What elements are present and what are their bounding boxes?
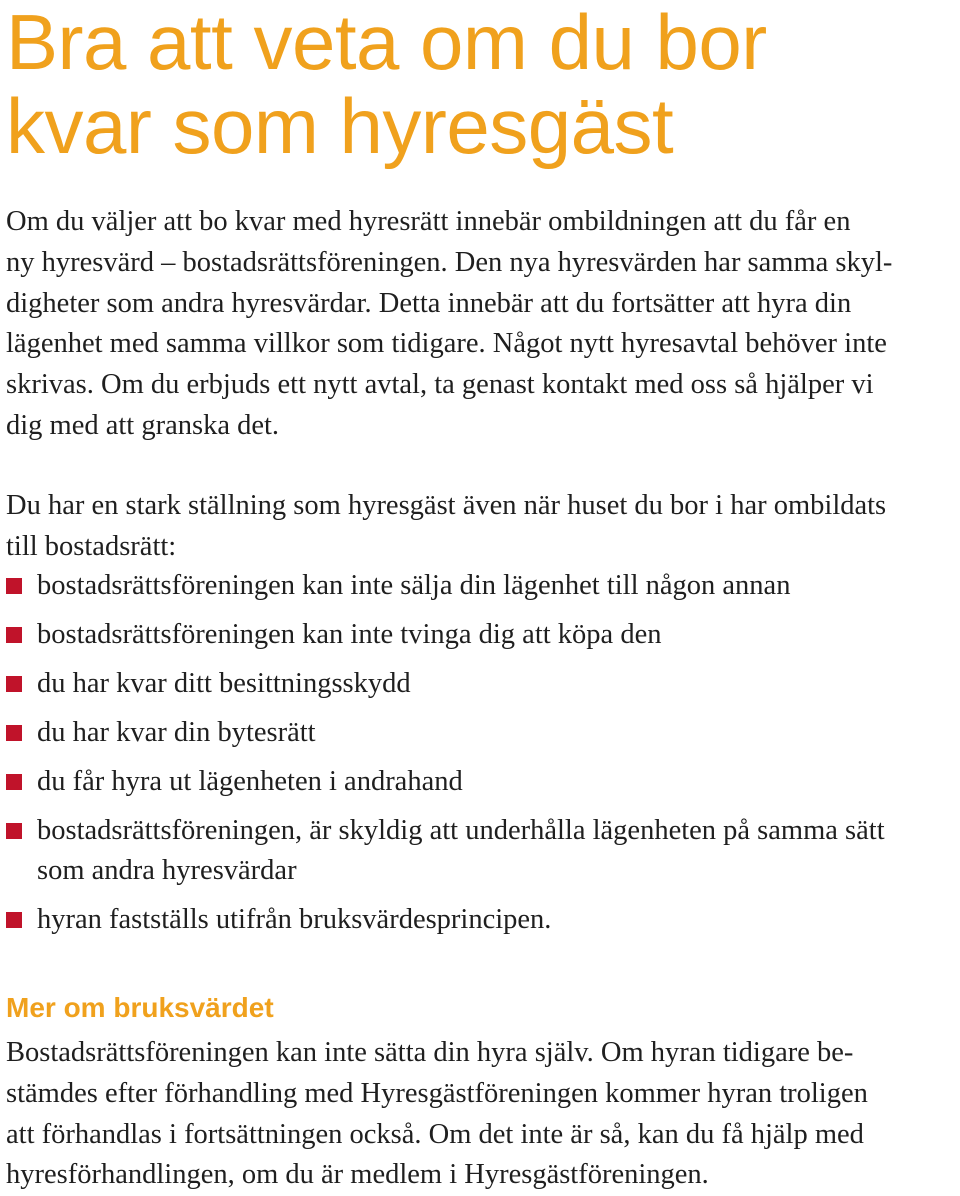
rights-list [6, 566, 885, 949]
page-title [6, 0, 767, 168]
section-paragraph [6, 1033, 868, 1196]
list-item [6, 566, 885, 606]
intro-paragraph [6, 202, 958, 447]
section-line: att förhandlas i fortsättningen också. Om det inte är så, kan du få hjälp med [6, 1118, 864, 1150]
square-bullet-icon [6, 627, 22, 643]
page-title-line: Bra att veta om du bor [6, 0, 767, 86]
square-bullet-icon [6, 823, 22, 839]
rights-intro-line: Du har en stark ställning som hyresgäst även när huset du bor i har ombildats [6, 490, 887, 521]
intro-line: skrivas. Om du erbjuds ett nytt avtal, ta genast kontakt med oss så hjälper vi [6, 369, 874, 401]
list-item-text: som andra hyresvärdar [37, 855, 297, 886]
rights-intro-line: till bostadsrätt: [6, 530, 177, 562]
section-line: Bostadsrättsföreningen kan inte sätta din hyra själv. Om hyran tidigare be- [6, 1037, 854, 1068]
square-bullet-icon [6, 578, 22, 594]
list-item [6, 900, 885, 940]
list-item [6, 762, 885, 802]
section-line: stämdes efter förhandling med Hyresgästföreningen kommer hyran troligen [6, 1077, 868, 1109]
list-item-text: du har kvar ditt besittningsskydd [37, 668, 411, 699]
intro-line: dig med att granska det. [6, 409, 280, 441]
list-item-text: du får hyra ut lägenheten i andrahand [37, 766, 463, 797]
page-title-line: kvar som hyresgäst [6, 82, 674, 170]
square-bullet-icon [6, 774, 22, 790]
rights-intro-paragraph [6, 486, 886, 568]
list-item-text: du har kvar din bytesrätt [37, 717, 316, 748]
intro-line: ny hyresvärd – bostadsrättsföreningen. Den nya hyresvärden har samma skyl- [6, 246, 893, 278]
list-item-text: hyran fastställs utifrån bruksvärdesprincipen. [37, 904, 552, 935]
list-item [6, 713, 885, 753]
square-bullet-icon [6, 912, 22, 928]
intro-line: Om du väljer att bo kvar med hyresrätt innebär ombildningen att du får en [6, 206, 851, 237]
square-bullet-icon [6, 676, 22, 692]
intro-line: lägenhet med samma villkor som tidigare. Något nytt hyresavtal behöver inte [6, 328, 887, 360]
section-line: hyresförhandlingen, om du är medlem i Hyresgästföreningen. [6, 1159, 709, 1191]
list-item [6, 811, 885, 891]
list-item [6, 664, 885, 704]
list-item-text: bostadsrättsföreningen, är skyldig att underhålla lägenheten på samma sätt [37, 815, 885, 846]
list-item-text: bostadsrättsföreningen kan inte sälja din lägenhet till någon annan [37, 570, 791, 601]
list-item [6, 615, 885, 655]
intro-line: digheter som andra hyresvärdar. Detta innebär att du fortsätter att hyra din [6, 287, 852, 319]
square-bullet-icon [6, 725, 22, 741]
list-item-text: bostadsrättsföreningen kan inte tvinga dig att köpa den [37, 619, 662, 650]
section-heading: Mer om bruksvärdet [6, 992, 274, 1023]
